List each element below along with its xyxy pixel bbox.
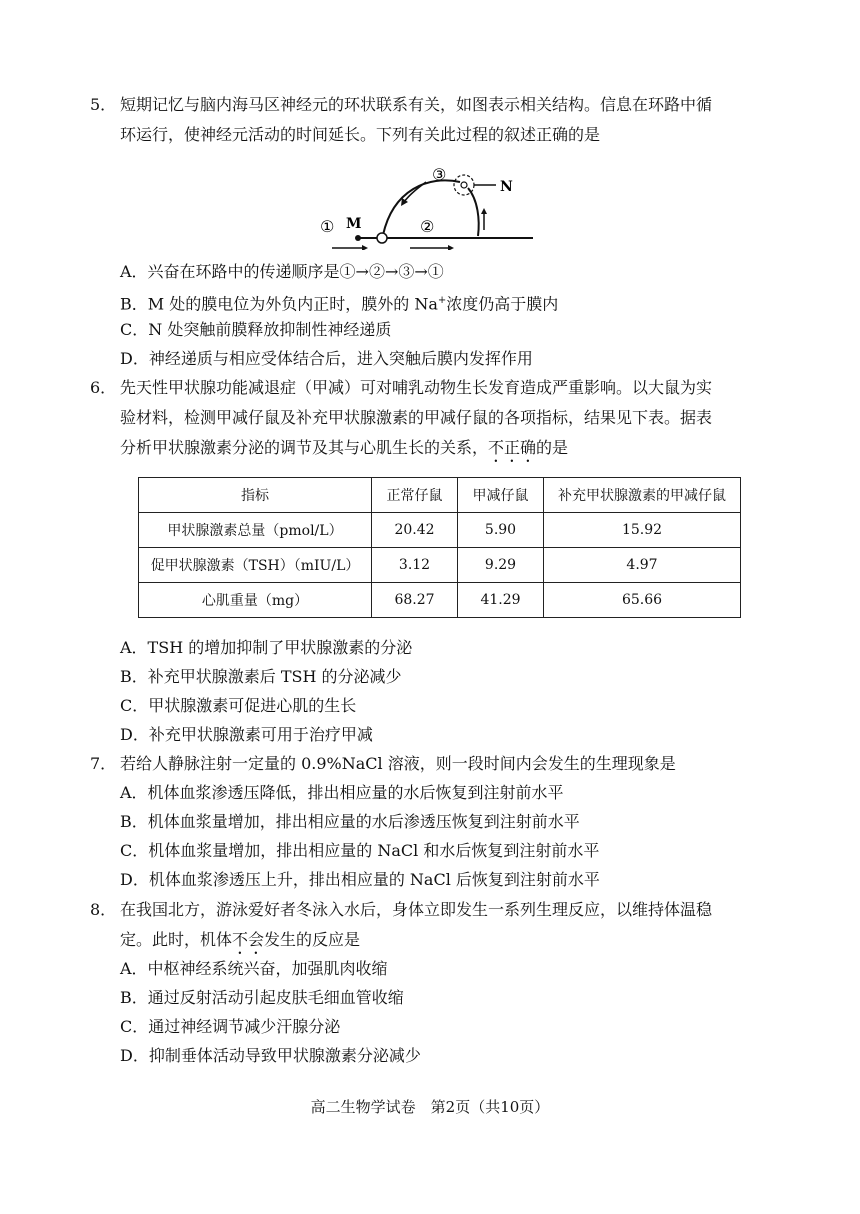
table-header: 正常仔鼠: [372, 478, 458, 513]
table-cell: 5.90: [458, 513, 544, 548]
question-number: 8．: [90, 900, 117, 919]
question-stem: 分析甲状腺激素分泌的调节及其与心肌生长的关系，不正确的是: [120, 438, 569, 457]
emphasis-text: 不会: [232, 930, 265, 949]
label-n: N: [500, 179, 513, 195]
table-cell: 9.29: [458, 548, 544, 583]
question-stem: 先天性甲状腺功能减退症（甲减）可对哺乳动物生长发育造成严重影响。以大鼠为实: [120, 378, 713, 397]
question-number: 6．: [90, 378, 117, 397]
synapse-icon: [461, 182, 467, 188]
option-a[interactable]: A．兴奋在环路中的传递顺序是①→②→③→①: [120, 262, 444, 281]
option-b[interactable]: B．M 处的膜电位为外负内正时，膜外的 Na+浓度仍高于膜内: [120, 294, 559, 314]
label-m: M: [346, 216, 362, 232]
table-row: [139, 548, 741, 583]
neural-loop-diagram: [318, 160, 538, 250]
table-cell: 15.92: [544, 513, 741, 548]
table-cell: 心肌重量（mg）: [139, 583, 372, 618]
table-header: 甲减仔鼠: [458, 478, 544, 513]
option-a[interactable]: A．中枢神经系统兴奋，加强肌肉收缩: [120, 959, 388, 978]
question-stem: 在我国北方，游泳爱好者冬泳入水后，身体立即发生一系列生理反应，以维持体温稳: [120, 900, 713, 919]
option-d[interactable]: D．抑制垂体活动导致甲状腺激素分泌减少: [120, 1046, 421, 1065]
table-row: [139, 583, 741, 618]
option-b[interactable]: B．补充甲状腺激素后 TSH 的分泌减少: [120, 667, 402, 686]
table-cell: 68.27: [372, 583, 458, 618]
table-cell: 65.66: [544, 583, 741, 618]
table-cell: 20.42: [372, 513, 458, 548]
option-d[interactable]: D．机体血浆渗透压上升，排出相应量的 NaCl 后恢复到注射前水平: [120, 870, 600, 889]
arrow-head-icon: [362, 245, 368, 250]
neuron-return: [468, 188, 479, 236]
table-cell: 3.12: [372, 548, 458, 583]
question-stem: 短期记忆与脑内海马区神经元的环状联系有关，如图表示相关结构。信息在环路中循: [120, 95, 713, 114]
data-table: [138, 477, 741, 618]
table-header-row: [139, 478, 741, 513]
label-2: ②: [420, 217, 435, 236]
question-stem: 定。此时，机体不会发生的反应是: [120, 930, 361, 949]
page-footer: 高二生物学试卷 第2页（共10页）: [310, 1098, 550, 1116]
table-cell: 41.29: [458, 583, 544, 618]
question-stem: 若给人静脉注射一定量的 0.9%NaCl 溶液，则一段时间内会发生的生理现象是: [120, 754, 676, 773]
table-header: 指标: [139, 478, 372, 513]
option-b[interactable]: B．通过反射活动引起皮肤毛细血管收缩: [120, 988, 404, 1007]
option-c[interactable]: C．通过神经调节减少汗腺分泌: [120, 1017, 341, 1036]
question-stem: 环运行，使神经元活动的时间延长。下列有关此过程的叙述正确的是: [120, 125, 601, 144]
option-c[interactable]: C．机体血浆量增加，排出相应量的 NaCl 和水后恢复到注射前水平: [120, 841, 600, 860]
table-header: 补充甲状腺激素的甲减仔鼠: [544, 478, 741, 513]
option-a[interactable]: A．机体血浆渗透压降低，排出相应量的水后恢复到注射前水平: [120, 783, 564, 802]
option-c[interactable]: C．甲状腺激素可促进心肌的生长: [120, 696, 357, 715]
question-stem: 验材料，检测甲减仔鼠及补充甲状腺激素的甲减仔鼠的各项指标，结果见下表。据表: [120, 408, 713, 427]
option-a[interactable]: A．TSH 的增加抑制了甲状腺激素的分泌: [120, 638, 413, 657]
option-d[interactable]: D．补充甲状腺激素可用于治疗甲减: [120, 725, 373, 744]
table-row: [139, 513, 741, 548]
table-cell: 促甲状腺激素（TSH）（mIU/L）: [139, 548, 372, 583]
label-1: ①: [320, 217, 335, 236]
table-cell: 4.97: [544, 548, 741, 583]
point-m: [355, 235, 361, 241]
arrow-head-icon: [481, 208, 487, 214]
option-b[interactable]: B．机体血浆量增加，排出相应量的水后渗透压恢复到注射前水平: [120, 812, 580, 831]
option-c[interactable]: C．N 处突触前膜释放抑制性神经递质: [120, 320, 392, 339]
question-number: 5．: [90, 95, 117, 114]
question-number: 7．: [90, 754, 117, 773]
table-cell: 甲状腺激素总量（pmol/L）: [139, 513, 372, 548]
synapse-icon: [377, 233, 387, 243]
arrow-head-icon: [448, 245, 454, 250]
label-3: ③: [432, 165, 447, 184]
option-d[interactable]: D．神经递质与相应受体结合后，进入突触后膜内发挥作用: [120, 349, 533, 368]
emphasis-text: 不正确: [488, 438, 537, 457]
